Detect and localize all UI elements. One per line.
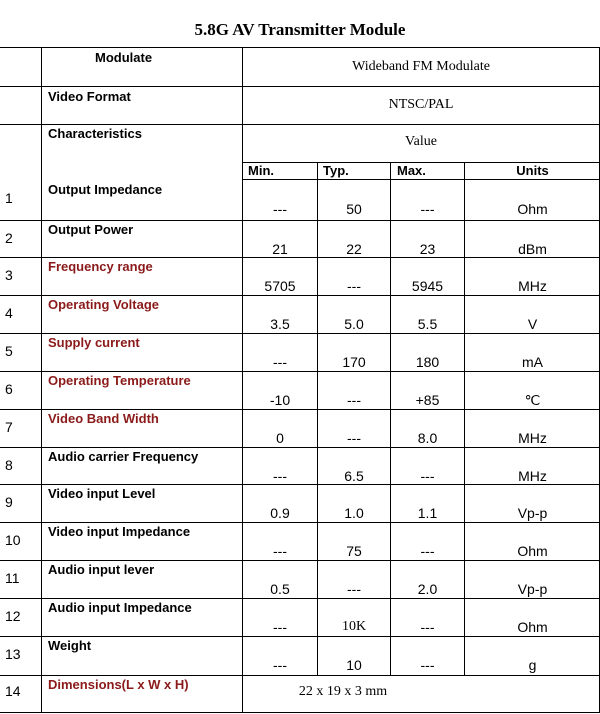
typ-cell: 10 [346, 657, 362, 673]
col-min-header: Min. [248, 163, 274, 178]
col-units-header: Units [516, 163, 549, 178]
min-cell: 0 [276, 430, 284, 446]
units-cell: MHz [518, 278, 547, 294]
units-cell: MHz [518, 468, 547, 484]
typ-cell: --- [347, 581, 361, 597]
dimensions-value: 22 x 19 x 3 mm [298, 684, 388, 699]
row-name: Video input Impedance [48, 524, 191, 539]
min-cell: 0.9 [270, 505, 290, 521]
units-cell: Ohm [517, 201, 548, 217]
max-cell: 180 [415, 354, 440, 370]
max-cell: --- [420, 201, 435, 217]
row-name: Output Power [48, 222, 134, 237]
row-number: 4 [5, 305, 13, 321]
min-cell: 5705 [264, 278, 296, 294]
modulate-label: Modulate [95, 50, 153, 65]
row-number: 5 [5, 343, 13, 359]
col-max-header: Max. [397, 163, 426, 178]
typ-cell: --- [347, 278, 361, 294]
row-number: 12 [5, 608, 21, 624]
row-name: Audio carrier Frequency [48, 449, 199, 464]
modulate-value: Wideband FM Modulate [352, 59, 490, 74]
typ-cell: 1.0 [344, 505, 364, 521]
video-format-value: NTSC/PAL [388, 97, 454, 112]
row-number: 8 [5, 457, 13, 473]
max-cell: --- [420, 657, 435, 673]
typ-cell: --- [347, 392, 361, 408]
units-cell: Ohm [517, 543, 548, 559]
max-cell: 5945 [411, 278, 444, 294]
row-name: Operating Voltage [48, 297, 159, 312]
row-number: 14 [5, 683, 21, 699]
row-name: Operating Temperature [48, 373, 191, 388]
typ-cell: 170 [342, 354, 366, 370]
max-cell: 1.1 [417, 505, 438, 521]
row-number: 6 [5, 381, 13, 397]
min-cell: --- [273, 619, 287, 635]
min-cell: --- [273, 543, 287, 559]
min-cell: 21 [272, 241, 288, 257]
typ-cell: 5.0 [344, 316, 364, 332]
min-cell: 3.5 [270, 316, 290, 332]
typ-cell: 22 [346, 241, 362, 257]
characteristics-label: Characteristics [48, 126, 142, 141]
row-name: Output Impedance [48, 182, 163, 197]
row-name: Video input Level [48, 486, 156, 501]
row-name: Video Band Width [48, 411, 159, 426]
max-cell: --- [420, 543, 435, 559]
units-cell: g [528, 657, 537, 673]
max-cell: --- [420, 619, 435, 635]
typ-cell: 75 [346, 543, 362, 559]
row-number: 3 [5, 267, 13, 283]
min-cell: -10 [269, 392, 291, 408]
units-cell: dBm [518, 241, 547, 257]
units-cell: mA [522, 354, 543, 370]
row-number: 11 [5, 570, 20, 586]
row-number: 2 [5, 230, 13, 246]
units-cell: MHz [518, 430, 547, 446]
row-number: 9 [5, 494, 13, 510]
units-cell: Vp-p [517, 505, 548, 521]
min-cell: --- [273, 657, 287, 673]
max-cell: +85 [415, 392, 440, 408]
row-number: 7 [5, 419, 13, 435]
typ-cell: --- [347, 430, 361, 446]
page-title: 5.8G AV Transmitter Module [194, 20, 406, 39]
row-name: Audio input lever [48, 562, 155, 577]
row-name: Supply current [48, 335, 140, 350]
typ-cell: 6.5 [344, 468, 364, 484]
video-format-label: Video Format [48, 89, 131, 104]
row-name: Audio input Impedance [48, 600, 192, 615]
col-typ-header: Typ. [323, 163, 349, 178]
row-number: 10 [5, 532, 21, 548]
max-cell: --- [420, 468, 435, 484]
row-name: Weight [48, 638, 92, 653]
max-cell: 8.0 [417, 430, 438, 446]
min-cell: --- [273, 354, 287, 370]
max-cell: 23 [419, 241, 436, 257]
row-name: Frequency range [48, 259, 153, 274]
typ-cell: 50 [346, 201, 362, 217]
row-name: Dimensions(L x W x H) [48, 677, 189, 692]
min-cell: --- [273, 468, 287, 484]
max-cell: 5.5 [417, 316, 438, 332]
units-cell: Vp-p [517, 581, 548, 597]
typ-cell: 10K [341, 619, 367, 634]
row-number: 13 [5, 646, 21, 662]
units-cell: Ohm [517, 619, 548, 635]
min-cell: 0.5 [270, 581, 290, 597]
units-cell: ℃ [524, 392, 541, 408]
max-cell: 2.0 [417, 581, 438, 597]
row-number: 1 [5, 190, 13, 206]
value-header: Value [405, 134, 437, 149]
min-cell: --- [273, 201, 287, 217]
units-cell: V [527, 316, 538, 332]
